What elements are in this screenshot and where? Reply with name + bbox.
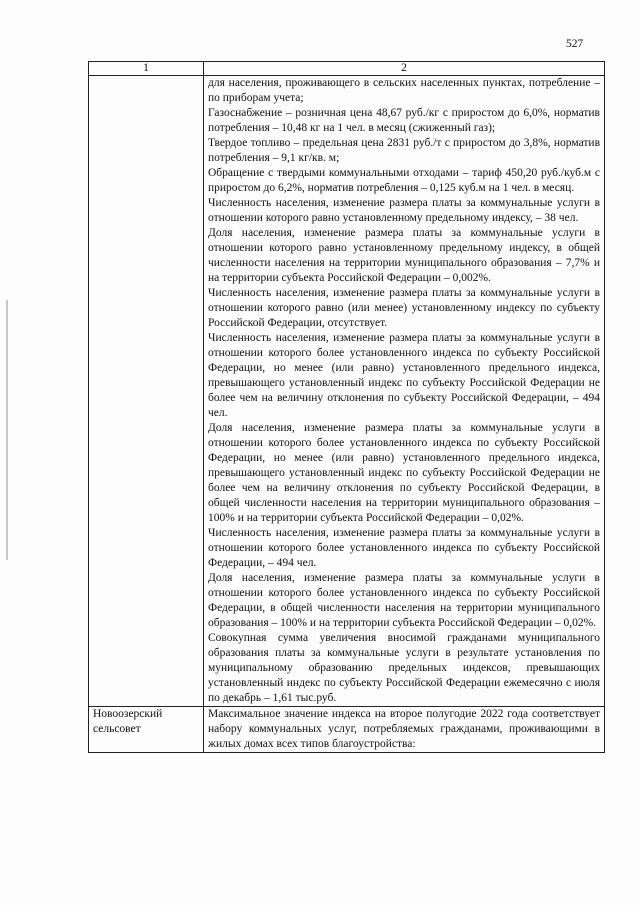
paragraph: Доля населения, изменение размера платы за коммунальные услуги в отношении которого более установленного индекса по субъекту Российской Федерации, в общей численности населения на территории муниципального образования – 100% и на территории субъекта Российской Федерации – 0,02%.	[208, 572, 600, 629]
row-description-cell	[204, 707, 605, 753]
paragraph: Доля населения, изменение размера платы за коммунальные услуги в отношении которого равно установленному предельному индексу, в общей численности населения на территории муниципального образования – 7,7% и на территории субъекта Российской Федерации – 0,002%.	[208, 227, 600, 284]
document-table	[88, 61, 605, 753]
row-description-cell	[204, 76, 605, 707]
paragraph: Численность населения, изменение размера платы за коммунальные услуги в отношении которого более установленного индекса по субъекту Российской Федерации, – 494 чел.	[208, 527, 600, 569]
row-municipality-cell	[89, 76, 204, 707]
paragraph: Твердое топливо – предельная цена 2831 руб./т с приростом до 3,8%, норматив потребления – 9,1 кг/кв. м;	[208, 137, 600, 164]
paragraph: Численность населения, изменение размера платы за коммунальные услуги в отношении которого более установленного индекса по субъекту Российской Федерации, но менее (или равно) установленного предельного индекса, превышающего установленный индекс по субъекту Российской Федерации не более чем на величину отклонения по субъекту Российской Федерации, – 494 чел.	[208, 332, 600, 419]
paragraph: Совокупная сумма увеличения вносимой гражданами муниципального образования платы за коммунальные услуги в результате установления по муниципальному образованию предельных индексов, превышающих установленный индекс по субъекту Российской Федерации ежемесячно с июля по декабрь – 1,61 тыс.руб.	[208, 632, 600, 704]
paragraph: Газоснабжение – розничная цена 48,67 руб./кг с приростом до 6,0%, норматив потребления – 10,48 кг на 1 чел. в месяц (сжиженный газ);	[208, 107, 600, 134]
paragraph: Численность населения, изменение размера платы за коммунальные услуги в отношении которого равно (или менее) установленному индексу по субъекту Российской Федерации, отсутствует.	[208, 287, 600, 329]
row-municipality-cell: Новоозерский сельсовет	[89, 707, 204, 753]
table-header-row	[89, 62, 605, 76]
paragraph: для населения, проживающего в сельских населенных пунктах, потребление – по приборам учета;	[208, 77, 600, 104]
table-row	[89, 76, 605, 707]
column-header-2: 2	[204, 62, 605, 76]
paragraph: Доля населения, изменение размера платы за коммунальные услуги в отношении которого более установленного индекса по субъекту Российской Федерации, но менее (или равно) установленного предельного индекса, превышающего установленный индекс по субъекту Российской Федерации не более чем на величину отклонения по субъекту Российской Федерации, в общей численности населения на территории муниципального образования – 100% и на территории субъекта Российской Федерации – 0,02%.	[208, 422, 600, 524]
column-header-1: 1	[89, 62, 204, 76]
paragraph: Обращение с твердыми коммунальными отходами – тариф 450,20 руб./куб.м с приростом до 6,2%, норматив потребления – 0,125 куб.м на 1 чел. в месяц.	[208, 167, 600, 194]
table-row	[89, 707, 605, 753]
scan-edge-mark	[6, 300, 8, 560]
paragraph: Максимальное значение индекса на второе полугодие 2022 года соответствует набору коммунальных услуг, потребляемых гражданами, проживающими в жилых домах всех типов благоустройства:	[208, 708, 600, 750]
paragraph: Численность населения, изменение размера платы за коммунальные услуги в отношении которого равно установленному предельному индексу, – 38 чел.	[208, 197, 600, 224]
page-number: 527	[566, 38, 584, 50]
